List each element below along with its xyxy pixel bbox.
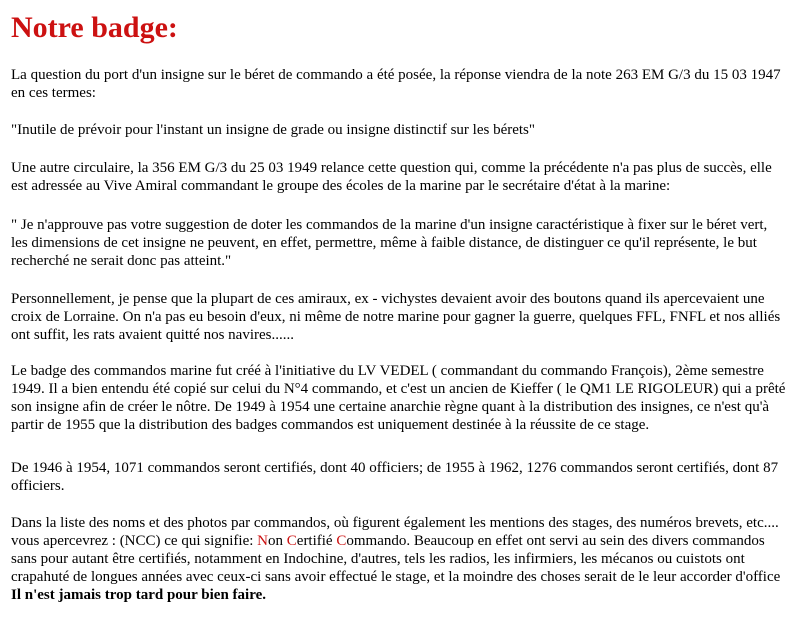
paragraph-circular-356 — [11, 159, 772, 195]
text-line: son insigne afin de créer le nôtre. De 1949 à 1954 une certaine anarchie règne quant à la distribution des insignes, ce n'est qu'à — [11, 399, 770, 415]
text-line: en ces termes: — [11, 85, 96, 101]
text-line-ncc — [11, 532, 780, 550]
paragraph-statistics — [11, 459, 778, 495]
text-line: Dans la liste des noms et des photos par commandos, où figurent également les mentions des stages, des numéros brevets, etc.... — [11, 515, 779, 531]
closing-bold: Il n'est jamais trop tard pour bien faire. — [11, 587, 267, 603]
paragraph-quote-1 — [11, 121, 535, 139]
paragraph-opinion — [11, 290, 780, 344]
paragraph-ncc — [11, 514, 780, 604]
text-segment: ommando — [346, 533, 407, 549]
document — [11, 0, 800, 603]
text-line: ont suffit, les rats avaient quitté nos navires...... — [11, 327, 295, 343]
text-segment: . Beaucoup en effet ont servi au sein des divers commandos — [406, 533, 765, 549]
paragraph-note-263 — [11, 66, 781, 102]
text-line: La question du port d'un insigne sur le béret de commando a été posée, la réponse viendra de la note 263 EM G/3 du 15 03 1947 — [11, 67, 781, 83]
text-line: croix de Lorraine. On n'a pas eu besoin d'eux, ni même de notre marine pour gagner la guerre, quelques FFL, FNFL et nos alliés — [11, 309, 781, 325]
text-line: crapahuté de longues années avec ceux-ci sans avoir effectué le stage, et la moindre des choses serait de le leur accorder d'office — [11, 569, 781, 585]
paragraph-quote-2 — [11, 216, 767, 270]
text-segment: vous apercevrez : (NCC) ce qui signifie: — [11, 533, 258, 549]
paragraph-badge-history — [11, 362, 785, 434]
closing-line — [11, 586, 780, 604]
text-line: Une autre circulaire, la 356 EM G/3 du 25 03 1949 relance cette question qui, comme la précédente n'a pas plus de succès, elle — [11, 160, 772, 176]
text-line: recherché ne serait donc pas atteint." — [11, 253, 232, 269]
text-line: est adressée au Vive Amiral commandant le groupe des écoles de la marine par le secrétaire d'état à la marine: — [11, 178, 671, 194]
text-line: "Inutile de prévoir pour l'instant un insigne de grade ou insigne distinctif sur les bérets" — [11, 122, 536, 138]
page-title: Notre badge: — [11, 11, 178, 44]
text-segment: on — [268, 533, 287, 549]
text-line: sans pour autant être certifiés, notamment en Indochine, d'autres, tels les radios, les infirmiers, les mécanos ou cuistots ont — [11, 551, 745, 567]
text-line: Personnellement, je pense que la plupart de ces amiraux, ex - vichystes devaient avoir des boutons quand ils apercevaient une — [11, 291, 765, 307]
ncc-letter-c: C — [336, 533, 347, 549]
text-line: les dimensions de cet insigne ne peuvent, en effet, permettre, même à faible distance, de distinguer ce qu'il représente, le but — [11, 235, 757, 251]
ncc-letter-c: C — [286, 533, 297, 549]
text-line: officiers. — [11, 478, 65, 494]
text-line: De 1946 à 1954, 1071 commandos seront certifiés, dont 40 officiers; de 1955 à 1962, 1276 commandos seront certifiés, dont 87 — [11, 460, 779, 476]
text-line: partir de 1955 que la distribution des badges commandos est uniquement destinée à la réussite de ce stage. — [11, 417, 650, 433]
text-line: Le badge des commandos marine fut créé à l'initiative du LV VEDEL ( commandant du commando François), 2ème semestre — [11, 363, 764, 379]
text-segment: ertifié — [296, 533, 337, 549]
text-line: " Je n'approuve pas votre suggestion de doter les commandos de la marine d'un insigne caractéristique à fixer sur le béret vert, — [11, 217, 768, 233]
text-line: 1949. Il a bien entendu été copié sur celui du N°4 commando, et c'est un ancien de Kieffer ( le QM1 LE RIGOLEUR) qui a prêté — [11, 381, 786, 397]
ncc-letter-n: N — [257, 533, 269, 549]
